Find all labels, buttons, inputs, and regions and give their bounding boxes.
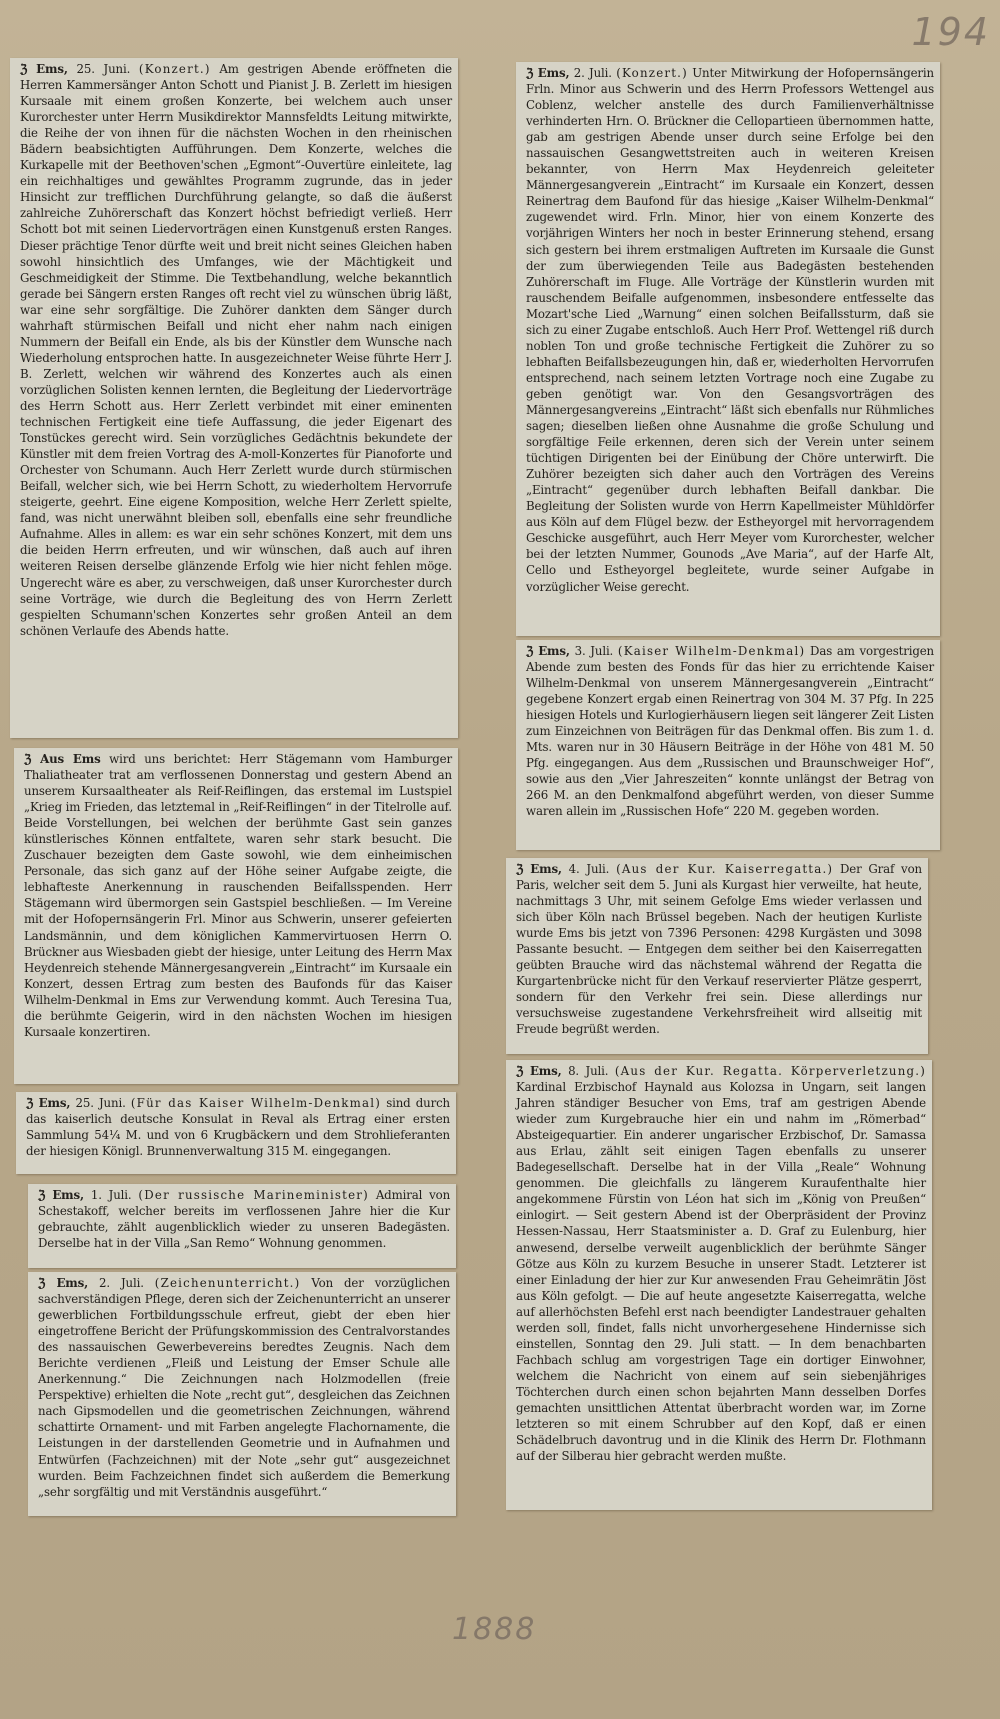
clipping-place: Ems, — [56, 1276, 89, 1290]
clipping-place: Ems, — [38, 1096, 71, 1110]
clipping-text: Am gestrigen Abende eröffneten die Herren Kammersänger Anton Schott und Pianist J. B. Zerlett im hiesigen Kursaale mit einem großen Konzerte, bei welchem auch unser Kurorchester unter Herrn Musikdirektor Mannsfeldts Leitung mitwirkte, die Reihe der von ihnen für die nächsten Wochen in den rheinischen Bädern beabsichtigten Aufführungen. Dem Konzerte, welches die Kurkapelle mit der Beethoven'schen „Egmont“-Ouvertüre einleitete, lag ein reichhaltiges und gewähltes Programm zugrunde, das in jeder Hinsicht zur trefflichen Durchführung gelangte, so daß die äußerst zahlreiche Zuhörerschaft das Konzert höchst befriedigt verließ. Herr Schott bot mit seinen Liedervorträgen einen Kunstgenuß ersten Ranges. Dieser prächtige Tenor dürfte weit und breit nicht seines Gleichen haben sowohl hinsichtlich des Umfanges, wie der Mächtigkeit und Geschmeidigkeit der Stimme. Die Textbehandlung, welche bekanntlich gerade bei Sängern ersten Ranges oft recht viel zu wünschen übrig läßt, war eine sehr sorgfältige. Die Zuhörer dankten dem Sänger durch wahrhaft stürmischen Beifall und nicht eher nahm nach einigen Nummern der Beifall ein Ende, als bis der Künstler dem Wunsche nach Wiederholung entsprochen hatte. In ausgezeichneter Weise führte Herr J. B. Zerlett, welchen wir während des Konzertes auch als einen vorzüglichen Solisten kennen lernten, die Begleitung der Liedervorträge des Herrn Schott aus. Herr Zerlett verbindet mit einer eminenten technischen Fertigkeit eine tiefe Auffassung, die jeder Eigenart des Tonstückes gerecht wird. Sein vorzügliches Gedächtnis bekundete der Künstler mit dem freien Vortrag des A-moll-Konzertes für Pianoforte und Orchester von Schumann. Auch Herr Zerlett wurde durch stürmischen Beifall, welcher sich, wie bei Herrn Schott, zu wiederholtem Hervorrufe steigerte, geehrt. Eine eigene Komposition, welche Herr Zerlett spielte, fand, was nicht unerwähnt bleiben soll, ebenfalls eine sehr freundliche Aufnahme. Alles in allem: es war ein sehr schönes Konzert, mit dem uns die beiden Herrn erfreuten, und wir wünschen, daß auch auf ihren weiteren Reisen derselbe glänzende Erfolg wie hier nicht fehlen möge. Ungerecht wäre es aber, zu verschweigen, daß unser Kurorchester durch seine Vorträge, wie durch die Begleitung des von Herrn Zerlett gespielten Schumann'schen Konzertes sehr großen Anteil an dem schönen Verlaufe des Abends hatte. — [20, 62, 453, 638]
page-number: 194 — [911, 10, 990, 54]
clipping-place: Ems, — [538, 644, 570, 658]
clipping-topic: (Der russische Marineminister) — [138, 1188, 369, 1202]
clipping-text: Kardinal Erzbischof Haynald aus Kolozsa in Ungarn, seit langen Jahren ständiger Besucher von Ems, traf am gestrigen Abende wieder zum Kurgebrauche hier ein und nahm im „Römerbad“ Absteigequartier. Ein anderer ungarischer Erzbischof, Dr. Samassa aus Erlau, zählt seit einigen Tagen ebenfalls zu unserer Badegesellschaft. Derselbe hat in der Villa „Reale“ Wohnung genommen. Die gleichfalls zu längerem Kuraufenthalte hier angekommene Fürstin von Léon hat sich im „König von Preußen“ einlogirt. — Seit gestern Abend ist der Oberpräsident der Provinz Hessen-Nassau, Herr Staatsminister a. D. Graf zu Eulenburg, hier anwesend, derselbe verweilt augenblicklich der berühmte Sänger Götze aus Köln zu kurzem Besuche in unserer Stadt. Letzterer ist einer Einladung der hier zur Kur anwesenden Frau Geheimrätin Jöst aus Köln gefolgt. — Die auf heute angesetzte Kaiserregatta, welche auf allerhöchsten Befehl erst nach beendigter Landestrauer gehalten werden soll, findet, falls nicht unvorhergesehene Hindernisse sich einstellen, Sonntag den 29. Juli statt. — In dem benachbarten Fachbach schlug am vorgestrigen Tage ein dortiger Einwohner, welchem die Nachricht von einem auf sein siebenjähriges Töchterchen durch einen schon bejahrten Mann desselben Dorfes gemachten unsittlichen Attentat überbracht worden war, im Zorne letzteren so mit einem Schrubber auf den Kopf, daß er einen Schädelbruch davontrug und in die Klinik des Herrn Dr. Flothmann auf der Silberau hier gebracht werden mußte. — [516, 1080, 926, 1464]
clipping-topic: (Zeichenunterricht.) — [154, 1276, 301, 1290]
clipping-body: ℨ Ems, 8. Juli. (Aus der Kur. Regatta. Körperverletzung.) Kardinal Erzbischof Haynald aus Kolozsa in Ungarn, seit langen Jahren ständiger Besucher von Ems, traf am gestrigen Abende wieder zum Kurgebrauche hier ein und nahm im „Römerbad“ Absteigequartier. Ein anderer ungarischer Erzbischof, Dr. Samassa aus Erlau, zählt seit einigen Tagen ebenfalls zu unserer Badegesellschaft. Derselbe hat in der Villa „Reale“ Wohnung genommen. Die gleichfalls zu längerem Kuraufenthalte hier angekommene Fürstin von Léon hat sich im „König von Preußen“ einlogirt. — Seit gestern Abend ist der Oberpräsident der Provinz Hessen-Nassau, Herr Staatsminister a. D. Graf zu Eulenburg, hier anwesend, derselbe verweilt augenblicklich der berühmte Sänger Götze aus Köln zu kurzem Besuche in unserer Stadt. Letzterer ist einer Einladung der hier zur Kur anwesenden Frau Geheimrätin Jöst aus Köln gefolgt. — Die auf heute angesetzte Kaiserregatta, welche auf allerhöchsten Befehl erst nach beendigter Landestrauer gehalten werden soll, findet, falls nicht unvorhergesehene Hindernisse sich einstellen, Sonntag den 29. Juli statt. — In dem benachbarten Fachbach schlug am vorgestrigen Tage ein dortiger Einwohner, welchem die Nachricht von einem auf sein siebenjähriges Töchterchen durch einen schon bejahrten Mann desselben Dorfes gemachten unsittlichen Attentat überbracht worden war, im Zorne letzteren so mit einem Schrubber auf den Kopf, daß er einen Schädelbruch davontrug und in die Klinik des Herrn Dr. Flothmann auf der Silberau hier gebracht werden mußte. — [516, 1064, 926, 1464]
clipping-date: 3. Juli. — [574, 644, 614, 658]
clipping-text: wird uns berichtet: Herr Stägemann vom Hamburger Thaliatheater trat am verflossenen Donnerstag und gestern Abend an unserem Kursaaltheater als Reif-Reiflingen, das erstemal im Lustspiel „Krieg im Frieden, das letztemal in „Reif-Reiflingen“ in der Titelrolle auf. Beide Vorstellungen, bei welchen der berühmte Gast sein ganzes künstlerisches Können entfaltete, waren sehr stark besucht. Die Zuschauer bezeigten dem Gaste sowohl, wie dem einheimischen Personale, das sich ganz auf der Höhe seiner Aufgabe zeigte, die lebhafteste Anerkennung in rauschenden Beifallsspenden. Herr Stägemann wird übermorgen sein Gastspiel beschließen. — Im Vereine mit der Hofopernsängerin Frl. Minor aus Schwerin, unserer gefeierten Landsmännin, und dem königlichen Kammervirtuosen Herrn O. Brückner aus Wiesbaden giebt der hiesige, unter Leitung des Herrn Max Heydenreich stehende Männergesangverein „Eintracht“ im Kursaale ein Konzert, dessen Ertrag zum besten des Baufonds für das Kaiser Wilhelm-Denkmal in Ems zur Verwendung kommt. Auch Teresina Tua, die berühmte Geigerin, wird in den nächsten Wochen im hiesigen Kursaale konzertiren. — [24, 752, 452, 1039]
clipping-koerperverletzung — [506, 1060, 932, 1510]
clipping-place: Ems, — [537, 66, 570, 80]
clipping-topic: (Aus der Kur. Regatta. Körperverletzung.) — [614, 1064, 926, 1078]
clipping-body: ℨ Ems, 25. Juni. (Konzert.) Am gestrigen Abende eröffneten die Herren Kammersänger Anton Schott und Pianist J. B. Zerlett im hiesigen Kursaale mit einem großen Konzerte, bei welchem auch unser Kurorchester unter Herrn Musikdirektor Mannsfeldts Leitung mitwirkte, die Reihe der von ihnen für die nächsten Wochen in den rheinischen Bädern beabsichtigten Aufführungen. Dem Konzerte, welches die Kurkapelle mit der Beethoven'schen „Egmont“-Ouvertüre einleitete, lag ein reichhaltiges und gewähltes Programm zugrunde, das in jeder Hinsicht zur trefflichen Durchführung gelangte, so daß die äußerst zahlreiche Zuhörerschaft das Konzert höchst befriedigt verließ. Herr Schott bot mit seinen Liedervorträgen einen Kunstgenuß ersten Ranges. Dieser prächtige Tenor dürfte weit und breit nicht seines Gleichen haben sowohl hinsichtlich des Umfanges, wie der Mächtigkeit und Geschmeidigkeit der Stimme. Die Textbehandlung, welche bekanntlich gerade bei Sängern ersten Ranges oft recht viel zu wünschen übrig läßt, war eine sehr sorgfältige. Die Zuhörer dankten dem Sänger durch wahrhaft stürmischen Beifall und nicht eher nahm nach einigen Nummern der Beifall ein Ende, als bis der Künstler dem Wunsche nach Wiederholung entsprochen hatte. In ausgezeichneter Weise führte Herr J. B. Zerlett, welchen wir während des Konzertes auch als einen vorzüglichen Solisten kennen lernten, die Begleitung der Liedervorträge des Herrn Schott aus. Herr Zerlett verbindet mit einer eminenten technischen Fertigkeit eine tiefe Auffassung, die jeder Eigenart des Tonstückes gerecht wird. Sein vorzügliches Gedächtnis bekundete der Künstler mit dem freien Vortrag des A-moll-Konzertes für Pianoforte und Orchester von Schumann. Auch Herr Zerlett wurde durch stürmischen Beifall, welcher sich, wie bei Herrn Schott, zu wiederholtem Hervorrufe steigerte, geehrt. Eine eigene Komposition, welche Herr Zerlett spielte, fand, was nicht unerwähnt bleiben soll, ebenfalls eine sehr freundliche Aufnahme. Alles in allem: es war ein sehr schönes Konzert, mit dem uns die beiden Herrn erfreuten, und wir wünschen, daß auch auf ihren weiteren Reisen derselbe glänzende Erfolg wie hier nicht fehlen möge. Ungerecht wäre es aber, zu verschweigen, daß unser Kurorchester durch seine Vorträge, wie durch die Begleitung des von Herrn Zerlett gespielten Schumann'schen Konzertes sehr großen Anteil an dem schönen Verlaufe des Abends hatte. — [20, 62, 453, 638]
clipping-konzert-2-juli — [516, 62, 940, 636]
clipping-marineminister — [28, 1184, 456, 1268]
clipping-topic: (Aus der Kur. Kaiserregatta.) — [616, 862, 834, 876]
clipping-topic: (Kaiser Wilhelm-Denkmal) — [617, 644, 806, 658]
clipping-body: ℨ Ems, 25. Juni. (Für das Kaiser Wilhelm-Denkmal) sind durch das kaiserlich deutsche Konsulat in Reval als Ertrag einer ersten Sammlung 54¼ M. und von 6 Krugbäckern und dem Strohlieferanten der hiesigen Königl. Brunnenverwaltung 315 M. eingegangen. — [26, 1096, 450, 1159]
clipping-body: ℨ Ems, 2. Juli. (Konzert.) Unter Mitwirkung der Hofopernsängerin Frln. Minor aus Schwerin und des Herrn Professors Wettengel aus Coblenz, welcher anstelle des durch Familienverhältnisse verhinderten Hrn. O. Brückner die Cellopartieen übernommen hatte, gab am gestrigen Abende unser durch seine Erfolge bei den nassauischen Gesangwettstreiten auch in weiteren Kreisen bekannter, von Herrn Max Heydenreich geleiteter Männergesangverein „Eintracht“ im Kursaale ein Konzert, dessen Reinertrag dem Baufond für das hiesige „Kaiser Wilhelm-Denkmal“ zugewendet wird. Frln. Minor, hier von einem Konzerte des vorjährigen Winters her noch in bester Erinnerung stehend, ersang sich gestern bei ihrem erstmaligen Auftreten im Kursaale die Gunst der zum überwiegenden Teile aus Badegästen bestehenden Zuhörerschaft im Fluge. Alle Vorträge der Künstlerin wurden mit rauschendem Beifalle aufgenommen, insbesondere entfesselte das Mozart'sche Lied „Warnung“ einen solchen Beifallssturm, daß sie sich zu einer Zugabe entschloß. Auch Herr Prof. Wettengel riß durch noblen Ton und große technische Fertigkeit die Zuhörer zu so lebhaften Beifallsbezeugungen hin, daß er, wiederholten Hervorrufen entsprechend, nach seinem letzten Vortrage noch eine Zugabe zu geben genötigt war. Von den Gesangsvorträgen des Männergesangvereins „Eintracht“ läßt sich ebenfalls nur Rühmliches sagen; dieselben ließen ohne Ausnahme die große Schulung und sorgfältige Feile erkennen, deren sich der Verein unter seinem tüchtigen Dirigenten bei der Einübung der Chöre unterwirft. Die Zuhörer bezeigten sich daher auch den Vorträgen des Vereins „Eintracht“ gegenüber durch lebhaften Beifall dankbar. Die Begleitung der Solisten wurde von Herrn Kapellmeister Mühldörfer aus Köln auf dem Flügel bezw. der Estheyorgel mit hervorragendem Geschicke ausgeführt, auch Herr Meyer vom Kurorchester, welcher bei der letzten Nummer, Gounods „Ave Maria“, auf der Harfe Alt, Cello und Estheyorgel begleitete, wurde seiner Aufgabe in vorzüglicher Weise gerecht. — [526, 66, 934, 594]
year-note: 1888 — [452, 1612, 537, 1647]
clipping-text: Der Graf von Paris, welcher seit dem 5. Juni als Kurgast hier verweilte, hat heute, nachmittags 3 Uhr, mit seinem Gefolge Ems wieder verlassen und sich über Köln nach Brüssel begeben. Nach der heutigen Kurliste wurde Ems bis jetzt von 7396 Personen: 4298 Kurgästen und 3098 Passante besucht. — Entgegen dem seither bei den Kaiserregatten geübten Brauche wird das nächstemal während der Regatta die Kurgartenbrücke nicht für den Verkauf reservierter Plätze gesperrt, sondern für den Verkehr frei sein. Diese allerdings nur versuchsweise zugestandene Verkehrsfreiheit wird allseitig mit Freude begrüßt werden. — [516, 862, 922, 1037]
clipping-denkmal-3-juli — [516, 640, 940, 850]
clipping-date: 8. Juli. — [568, 1064, 609, 1078]
clipping-body: ℨ Ems, 3. Juli. (Kaiser Wilhelm-Denkmal) Das am vorgestrigen Abende zum besten des Fonds für das hier zu errichtende Kaiser Wilhelm-Denkmal von unserem Männergesangverein „Eintracht“ gegebene Konzert ergab einen Reinertrag von 304 M. 37 Pfg. In 225 hiesigen Hotels und Kurlogierhäusern liegen seit längerer Zeit Listen zum Einzeichnen von Beiträgen für das Denkmal offen. Bis zum 1. d. Mts. waren nur in 30 Häusern Beiträge in der Höhe von 481 M. 50 Pfg. eingegangen. Aus dem „Russischen und Braunschweiger Hof“, sowie aus den „Vier Jahreszeiten“ konnte unlängst der Betrag von 266 M. an den Denkmalfond abgeführt werden, von dieser Summe waren allein im „Russischen Hofe“ 220 M. gegeben worden. — [526, 644, 934, 819]
clipping-konzert-25-juni — [10, 58, 458, 738]
clipping-text: Das am vorgestrigen Abende zum besten des Fonds für das hier zu errichtende Kaiser Wilhelm-Denkmal von unserem Männergesangverein „Eintracht“ gegebene Konzert ergab einen Reinertrag von 304 M. 37 Pfg. In 225 hiesigen Hotels und Kurlogierhäusern liegen seit längerer Zeit Listen zum Einzeichnen von Beiträgen für das Denkmal offen. Bis zum 1. d. Mts. waren nur in 30 Häusern Beiträge in der Höhe von 481 M. 50 Pfg. eingegangen. Aus dem „Russischen und Braunschweiger Hof“, sowie aus den „Vier Jahreszeiten“ konnte unlängst der Betrag von 266 M. an den Denkmalfond abgeführt werden, von dieser Summe waren allein im „Russischen Hofe“ 220 M. gegeben worden. — [526, 644, 934, 819]
clipping-date: 25. Juni. — [75, 1096, 126, 1110]
clipping-aus-ems — [14, 748, 458, 1084]
clipping-text: Von der vorzüglichen sachverständigen Pflege, deren sich der Zeichenunterricht an unserer gewerblichen Fortbildungsschule erfreut, giebt der eben hier eingetroffene Bericht der Prüfungskommission des Centralvorstandes des nassauischen Gewerbevereins beredtes Zeugnis. Nach dem Berichte verdienen „Fleiß und Leistung der Emser Schule alle Anerkennung.“ Die Zeichnungen nach Holzmodellen (freie Perspektive) erhielten die Note „recht gut“, desgleichen das Zeichnen nach Gipsmodellen und die geometrischen Zeichnungen, während schattirte Ornament- und mit Farben angelegte Flachornamente, die Leistungen in der darstellenden Geometrie und in Aufnahmen und Entwürfen (Fachzeichnen) mit der Note „sehr gut“ ausgezeichnet wurden. Beim Fachzeichnen findet sich außerdem die Bemerkung „sehr sorgfältig und mit Verständnis ausgeführt.“ — [38, 1276, 450, 1499]
clipping-date: 2. Juli. — [99, 1276, 144, 1290]
clipping-date: 1. Juli. — [90, 1188, 132, 1202]
clipping-text: Unter Mitwirkung der Hofopernsängerin Frln. Minor aus Schwerin und des Herrn Professors Wettengel aus Coblenz, welcher anstelle des durch Familienverhältnisse verhinderten Hrn. O. Brückner die Cellopartieen übernommen hatte, gab am gestrigen Abende unser durch seine Erfolge bei den nassauischen Gesangwettstreiten auch in weiteren Kreisen bekannter, von Herrn Max Heydenreich geleiteter Männergesangverein „Eintracht“ im Kursaale ein Konzert, dessen Reinertrag dem Baufond für das hiesige „Kaiser Wilhelm-Denkmal“ zugewendet wird. Frln. Minor, hier von einem Konzerte des vorjährigen Winters her noch in bester Erinnerung stehend, ersang sich gestern bei ihrem erstmaligen Auftreten im Kursaale die Gunst der zum überwiegenden Teile aus Badegästen bestehenden Zuhörerschaft im Fluge. Alle Vorträge der Künstlerin wurden mit rauschendem Beifalle aufgenommen, insbesondere entfesselte das Mozart'sche Lied „Warnung“ einen solchen Beifallssturm, daß sie sich zu einer Zugabe entschloß. Auch Herr Prof. Wettengel riß durch noblen Ton und große technische Fertigkeit die Zuhörer zu so lebhaften Beifallsbezeugungen hin, daß er, wiederholten Hervorrufen entsprechend, nach seinem letzten Vortrage noch eine Zugabe zu geben genötigt war. Von den Gesangsvorträgen des Männergesangvereins „Eintracht“ läßt sich ebenfalls nur Rühmliches sagen; dieselben ließen ohne Ausnahme die große Schulung und sorgfältige Feile erkennen, deren sich der Verein unter seinem tüchtigen Dirigenten bei der Einübung der Chöre unterwirft. Die Zuhörer bezeigten sich daher auch den Vorträgen des Vereins „Eintracht“ gegenüber durch lebhaften Beifall dankbar. Die Begleitung der Solisten wurde von Herrn Kapellmeister Mühldörfer aus Köln auf dem Flügel bezw. der Estheyorgel mit hervorragendem Geschicke ausgeführt, auch Herr Meyer vom Kurorchester, welcher bei der letzten Nummer, Gounods „Ave Maria“, auf der Harfe Alt, Cello und Estheyorgel begleitete, wurde seiner Aufgabe in vorzüglicher Weise gerecht. — [526, 66, 934, 594]
clipping-topic: (Für das Kaiser Wilhelm-Denkmal) — [130, 1096, 381, 1110]
clipping-date: 4. Juli. — [568, 862, 610, 876]
clipping-body: ℨ Ems, 2. Juli. (Zeichenunterricht.) Von der vorzüglichen sachverständigen Pflege, deren sich der Zeichenunterricht an unserer gewerblichen Fortbildungsschule erfreut, giebt der eben hier eingetroffene Bericht der Prüfungskommission des Centralvorstandes des nassauischen Gewerbevereins beredtes Zeugnis. Nach dem Berichte verdienen „Fleiß und Leistung der Emser Schule alle Anerkennung.“ Die Zeichnungen nach Holzmodellen (freie Perspektive) erhielten die Note „recht gut“, desgleichen das Zeichnen nach Gipsmodellen und die geometrischen Zeichnungen, während schattirte Ornament- und mit Farben angelegte Flachornamente, die Leistungen in der darstellenden Geometrie und in Aufnahmen und Entwürfen (Fachzeichnen) mit der Note „sehr gut“ ausgezeichnet wurden. Beim Fachzeichnen findet sich außerdem die Bemerkung „sehr sorgfältig und mit Verständnis ausgeführt.“ — [38, 1276, 450, 1499]
clipping-body: ℨ Ems, 4. Juli. (Aus der Kur. Kaiserregatta.) Der Graf von Paris, welcher seit dem 5. Juni als Kurgast hier verweilte, hat heute, nachmittags 3 Uhr, mit seinem Gefolge Ems wieder verlassen und sich über Köln nach Brüssel begeben. Nach der heutigen Kurliste wurde Ems bis jetzt von 7396 Personen: 4298 Kurgästen und 3098 Passante besucht. — Entgegen dem seither bei den Kaiserregatten geübten Brauche wird das nächstemal während der Regatta die Kurgartenbrücke nicht für den Verkauf reservierter Plätze gesperrt, sondern für den Verkehr frei sein. Diese allerdings nur versuchsweise zugestandene Verkehrsfreiheit wird allseitig mit Freude begrüßt werden. — [516, 862, 922, 1037]
clipping-place: Ems, — [530, 862, 562, 876]
clipping-place: Ems, — [36, 62, 68, 76]
clipping-topic: (Konzert.) — [138, 62, 211, 76]
clipping-place: Ems, — [52, 1188, 84, 1202]
clipping-body: ℨ Aus Ems wird uns berichtet: Herr Stägemann vom Hamburger Thaliatheater trat am verflossenen Donnerstag und gestern Abend an unserem Kursaaltheater als Reif-Reiflingen, das erstemal im Lustspiel „Krieg im Frieden, das letztemal in „Reif-Reiflingen“ in der Titelrolle auf. Beide Vorstellungen, bei welchen der berühmte Gast sein ganzes künstlerisches Können entfaltete, waren sehr stark besucht. Die Zuschauer bezeigten dem Gaste sowohl, wie dem einheimischen Personale, das sich ganz auf der Höhe seiner Aufgabe zeigte, die lebhafteste Anerkennung in rauschenden Beifallsspenden. Herr Stägemann wird übermorgen sein Gastspiel beschließen. — Im Vereine mit der Hofopernsängerin Frl. Minor aus Schwerin, unserer gefeierten Landsmännin, und dem königlichen Kammervirtuosen Herrn O. Brückner aus Wiesbaden giebt der hiesige, unter Leitung des Herrn Max Heydenreich stehende Männergesangverein „Eintracht“ im Kursaale ein Konzert, dessen Ertrag zum besten des Baufonds für das Kaiser Wilhelm-Denkmal in Ems zur Verwendung kommt. Auch Teresina Tua, die berühmte Geigerin, wird in den nächsten Wochen im hiesigen Kursaale konzertiren. — [24, 752, 452, 1039]
clipping-kaiserregatta — [506, 858, 928, 1054]
clipping-denkmal-25-juni — [16, 1092, 456, 1174]
clipping-topic: (Konzert.) — [616, 66, 688, 80]
clipping-text: Admiral von Schestakoff, welcher bereits im verflossenen Jahre hier die Kur gebrauchte, zählt augenblicklich wieder zu unseren Badegästen. Derselbe hat in der Villa „San Remo“ Wohnung genommen. — [38, 1188, 451, 1251]
clipping-date: 25. Juni. — [76, 62, 131, 76]
clipping-text: sind durch das kaiserlich deutsche Konsulat in Reval als Ertrag einer ersten Sammlung 54¼ M. und von 6 Krugbäckern und dem Strohlieferanten der hiesigen Königl. Brunnenverwaltung 315 M. eingegangen. — [26, 1096, 450, 1159]
clipping-body: ℨ Ems, 1. Juli. (Der russische Marineminister) Admiral von Schestakoff, welcher bereits im verflossenen Jahre hier die Kur gebrauchte, zählt augenblicklich wieder zu unseren Badegästen. Derselbe hat in der Villa „San Remo“ Wohnung genommen. — [38, 1188, 451, 1251]
clipping-place: Aus Ems — [40, 752, 101, 766]
clipping-place: Ems, — [529, 1064, 562, 1078]
clipping-zeichenunterricht — [28, 1272, 456, 1516]
clipping-date: 2. Juli. — [573, 66, 612, 80]
